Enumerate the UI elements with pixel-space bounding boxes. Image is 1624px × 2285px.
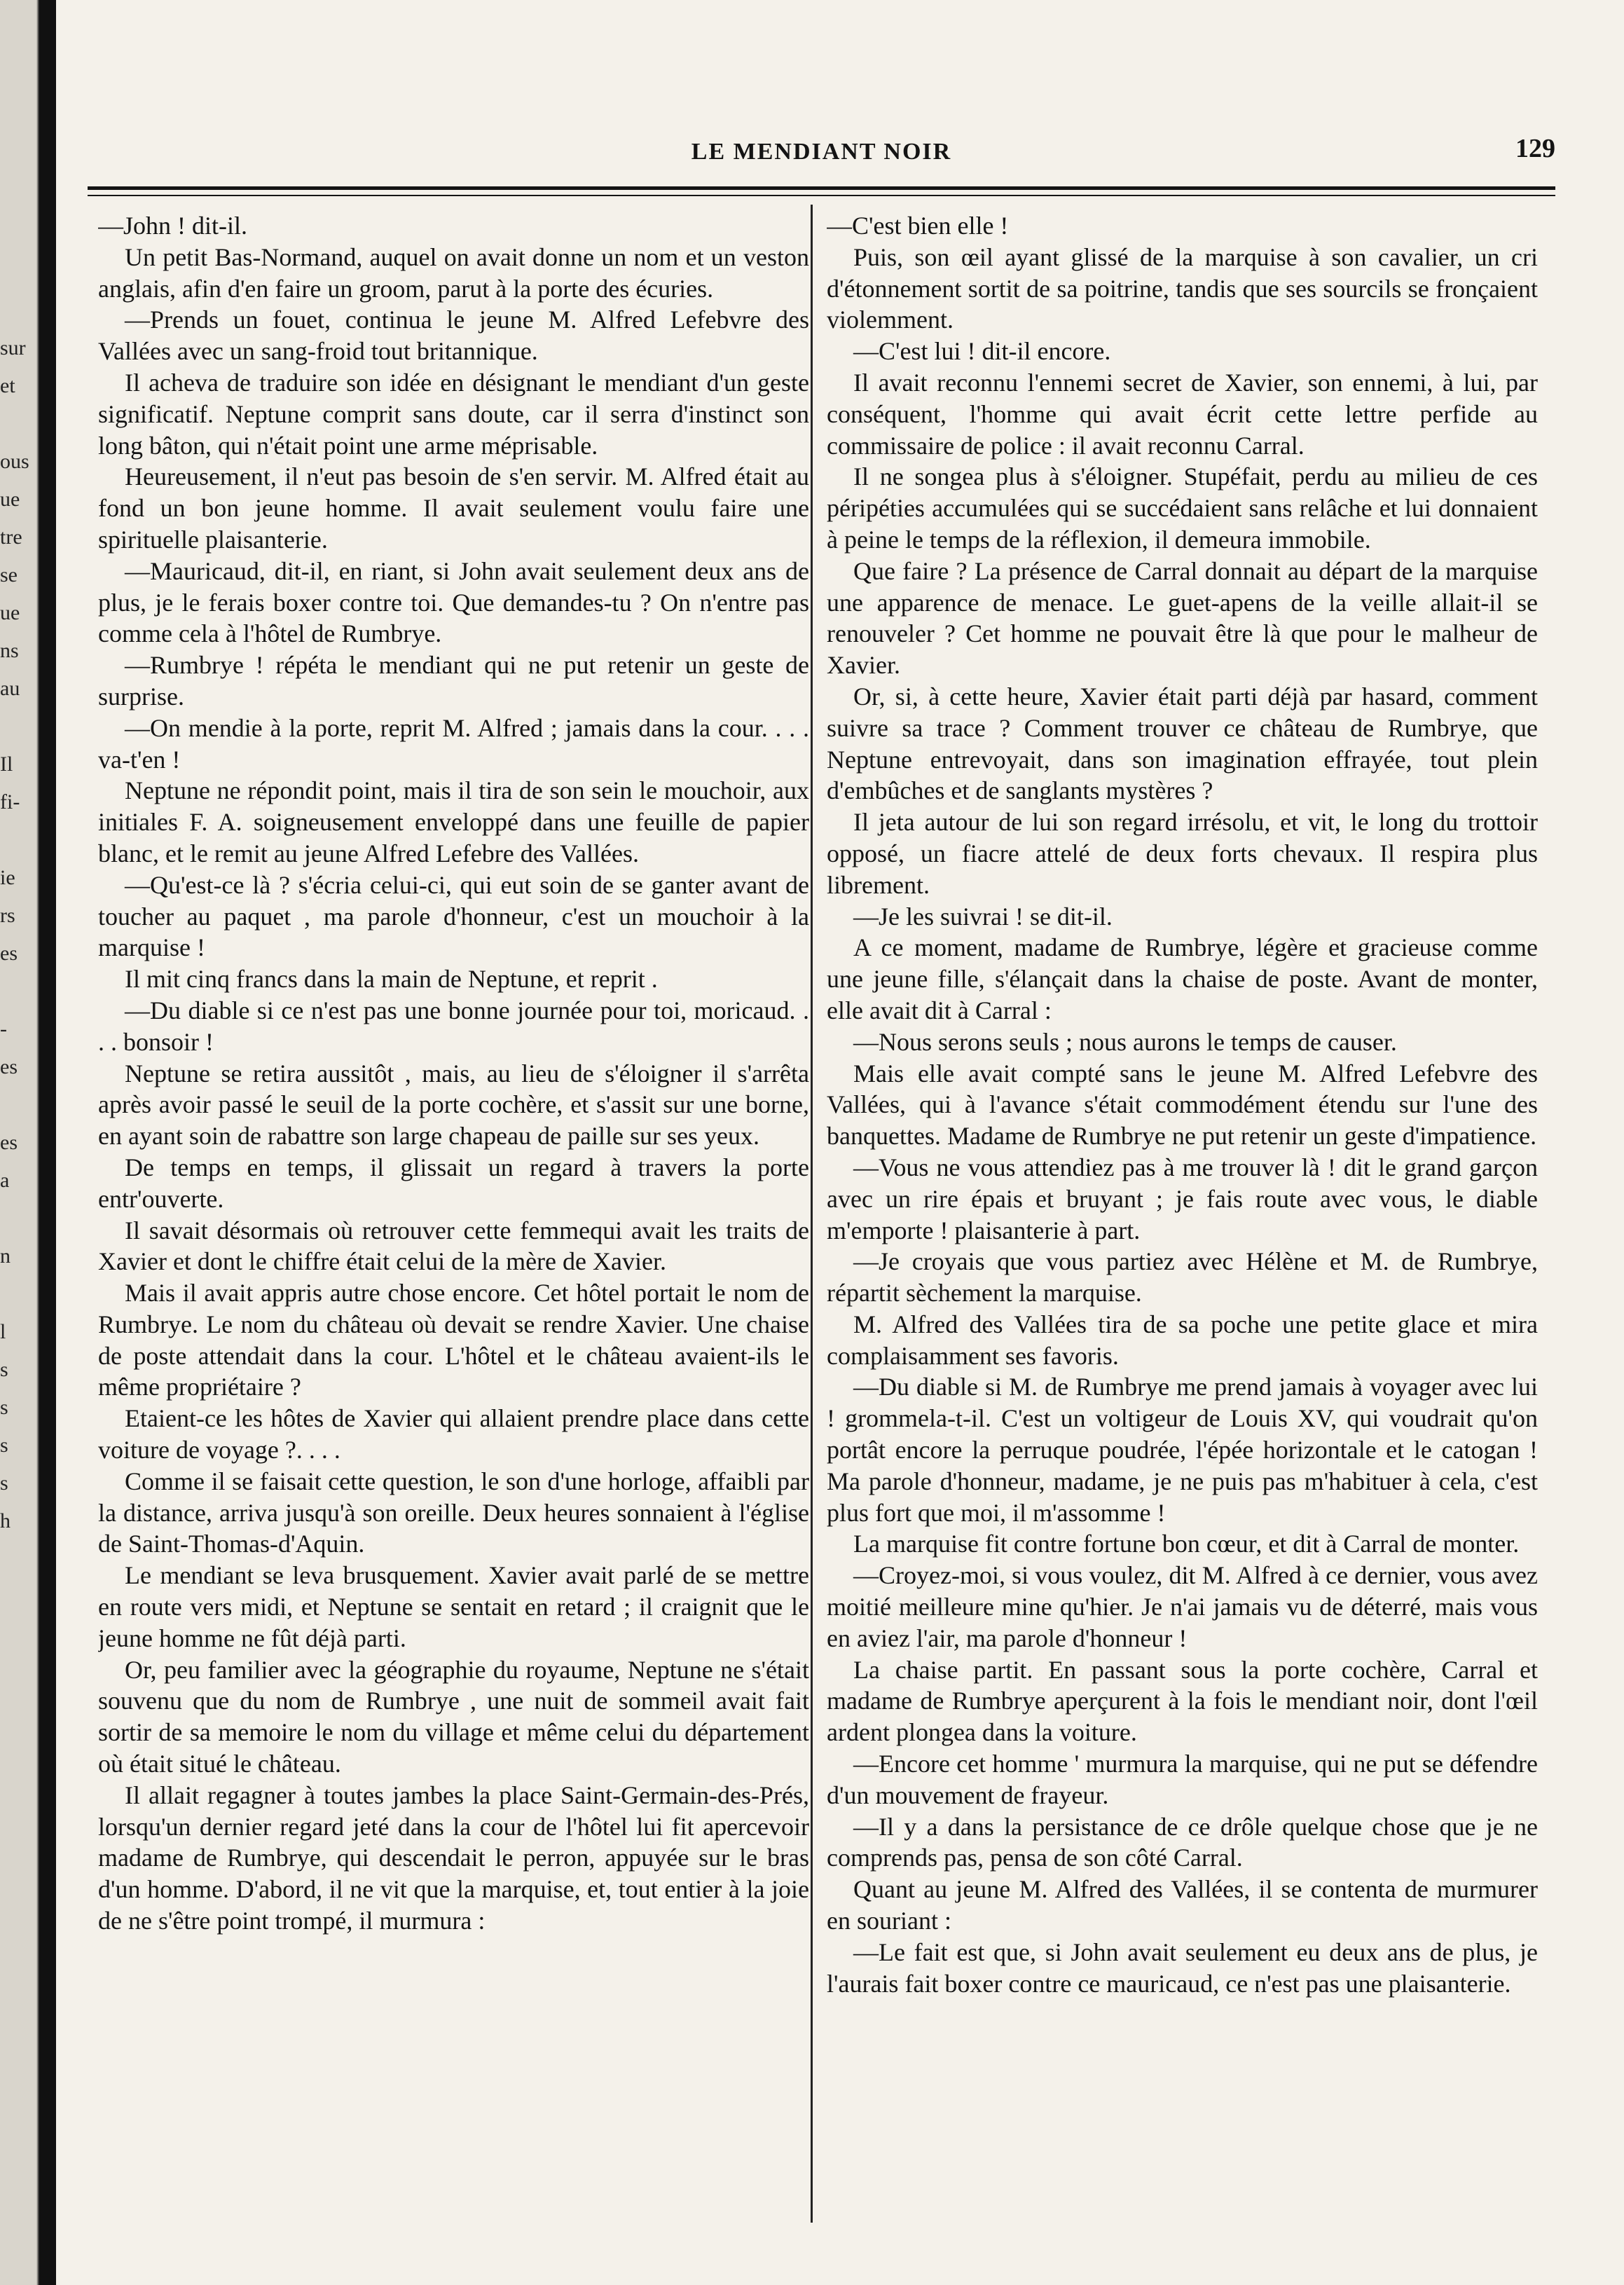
margin-fragment: et — [0, 374, 15, 397]
margin-fragment: a — [0, 1169, 10, 1192]
paragraph: Il ne songea plus à s'éloigner. Stupéfait, perdu au milieu de ces péripéties accumulées qui se succédaient sans relâche et lui donnaient à peine le temps de la réflexion, il demeura immobile. — [827, 462, 1538, 554]
paragraph: Il allait regagner à toutes jambes la place Saint-Germain-des-Prés, lorsqu'un dernier regard jeté dans la cour de l'hôtel lui fit apercevoir madame de Rumbrye, qui descendait le perron, appuyée sur le bras d'un homme. D'abord, il ne vit que la marquise, et, tout entier à la joie de ne s'être point trompé, il murmura : — [98, 1780, 809, 1935]
previous-page-margin — [0, 329, 36, 1540]
paragraph: —Le fait est que, si John avait seulement eu deux ans de plus, je l'aurais fait boxer contre ce mauricaud, ce n'est pas une plaisanterie. — [827, 1937, 1538, 1998]
margin-fragment: ue — [0, 488, 20, 511]
paragraph: Il mit cinq francs dans la main de Neptune, et reprit . — [125, 965, 658, 994]
margin-fragment: tre — [0, 526, 22, 549]
margin-fragment: es — [0, 1131, 18, 1154]
left-column — [98, 210, 809, 2228]
right-column — [827, 210, 1538, 2228]
paragraph: Comme il se faisait cette question, le son d'une horloge, affaibli par la distance, arriva jusqu'à son oreille. Deux heures sonnaient à l'église de Saint-Thomas-d'Aquin. — [98, 1467, 809, 1558]
margin-fragment — [0, 821, 36, 859]
paragraph: Neptune se retira aussitôt , mais, au lieu de s'éloigner il s'arrêta après avoir passé le seuil de la porte cochère, et s'assit sur une borne, en ayant soin de rabattre son large chapeau de paille sur ses yeux. — [98, 1059, 809, 1151]
paragraph: Or, si, à cette heure, Xavier était parti déjà par hasard, comment suivre sa trace ? Comment trouver ce château de Rumbrye, que Neptune entrevoyait, dans son imagination effrayée, tout plein d'embûches et de sanglants mystères ? — [827, 682, 1538, 805]
paragraph: Puis, son œil ayant glissé de la marquise à son cavalier, un cri d'étonnement sortit de sa poitrine, tandis que ses sourcils se fronçaient violemment. — [827, 242, 1538, 334]
paragraph: Il savait désormais où retrouver cette femmequi avait les traits de Xavier et dont le chiffre était celui de la mère de Xavier. — [98, 1216, 809, 1276]
paragraph: —C'est bien elle ! — [827, 212, 1009, 240]
paragraph: —Encore cet homme ' murmura la marquise, qui ne put se défendre d'un mouvement de frayeur. — [827, 1750, 1538, 1809]
margin-fragment — [0, 973, 36, 1010]
paragraph: Il acheva de traduire son idée en désignant le mendiant d'un geste significatif. Neptune comprit sans doute, car il serra d'instinct son long bâton, qui n'était point une arme méprisable. — [98, 368, 809, 460]
margin-fragment: h — [0, 1509, 11, 1532]
margin-fragment: s — [0, 1471, 8, 1495]
paragraph: —Nous serons seuls ; nous aurons le temps de causer. — [853, 1027, 1397, 1056]
paragraph: —Rumbrye ! répéta le mendiant qui ne put retenir un geste de surprise. — [98, 651, 809, 711]
paragraph: —Prends un fouet, continua le jeune M. Alfred Lefebvre des Vallées avec un sang-froid tout britannique. — [98, 306, 809, 366]
paragraph: Il avait reconnu l'ennemi secret de Xavier, son ennemi, à lui, par conséquent, l'homme qui avait écrit cette lettre perfide au commissaire de police : il avait reconnu Carral. — [827, 368, 1538, 460]
paragraph: La marquise fit contre fortune bon cœur, et dit à Carral de monter. — [853, 1530, 1520, 1558]
margin-fragment: ns — [0, 639, 19, 662]
margin-fragment — [0, 1275, 36, 1313]
paragraph: Un petit Bas-Normand, auquel on avait donne un nom et un veston anglais, afin d'en faire un groom, parut à la porte des écuries. — [98, 242, 809, 303]
paragraph: —Il y a dans la persistance de ce drôle quelque chose que je ne comprends pas, pensa de son côté Carral. — [827, 1812, 1538, 1872]
margin-fragment: ie — [0, 866, 15, 889]
margin-fragment: n — [0, 1244, 11, 1268]
margin-fragment: ous — [0, 450, 29, 473]
paragraph: Neptune ne répondit point, mais il tira de son sein le mouchoir, aux initiales F. A. soigneusement enveloppé dans une feuille de papier blanc, et le remit au jeune Alfred Lefebre des Vallées. — [98, 776, 809, 867]
paragraph: —Du diable si ce n'est pas une bonne journée pour toi, moricaud. . . . bonsoir ! — [98, 996, 809, 1056]
margin-fragment — [0, 1200, 36, 1237]
paragraph: Mais il avait appris autre chose encore. Cet hôtel portait le nom de Rumbrye. Le nom du château où devait se rendre Xavier. Une chaise de poste attendait dans la cour. L'hôtel et le château avaient-ils le même propriétaire ? — [98, 1279, 809, 1401]
margin-fragment: s — [0, 1358, 8, 1381]
paragraph: —Je croyais que vous partiez avec Hélène et M. de Rumbrye, répartit sèchement la marquise. — [827, 1247, 1538, 1308]
paragraph: —John ! dit-il. — [98, 212, 247, 240]
paragraph: M. Alfred des Vallées tira de sa poche une petite glace et mira complaisamment ses favoris. — [827, 1310, 1538, 1370]
margin-fragment — [0, 405, 36, 443]
paragraph: —On mendie à la porte, reprit M. Alfred ; jamais dans la cour. . . . va-t'en ! — [98, 713, 809, 774]
margin-fragment — [0, 708, 36, 746]
margin-fragment: l — [0, 1320, 6, 1343]
paragraph: —C'est lui ! dit-il encore. — [853, 337, 1111, 366]
margin-fragment: fi- — [0, 790, 20, 814]
paragraph: —Croyez-moi, si vous voulez, dit M. Alfred à ce dernier, vous avez moitié meilleure mine qu'hier. Je n'ai jamais vu de déterré, mais vous en aviez l'air, ma parole d'honneur ! — [827, 1561, 1538, 1652]
paragraph: Etaient-ce les hôtes de Xavier qui allaient prendre place dans cette voiture de voyage ?. . . . — [98, 1404, 809, 1464]
margin-fragment: ue — [0, 601, 20, 624]
column-separator — [811, 205, 813, 2223]
margin-fragment: es — [0, 1055, 18, 1078]
header-rule-thick — [88, 186, 1555, 190]
margin-fragment: sur — [0, 336, 26, 359]
paragraph: —Qu'est-ce là ? s'écria celui-ci, qui eut soin de se ganter avant de toucher au paquet , ma parole d'honneur, c'est un mouchoir à la marquise ! — [98, 870, 809, 962]
paragraph: Que faire ? La présence de Carral donnait au départ de la marquise une apparence de menace. Le guet-apens de la veille allait-il se renouveler ? Cet homme ne pouvait être là que pour le malheur de Xavier. — [827, 556, 1538, 680]
paragraph: A ce moment, madame de Rumbrye, légère et gracieuse comme une jeune fille, s'élançait dans la chaise de poste. Avant de monter, elle avait dit à Carral : — [827, 933, 1538, 1024]
margin-fragment: - — [0, 1017, 7, 1041]
paragraph: Le mendiant se leva brusquement. Xavier avait parlé de se mettre en route vers midi, et Neptune se sentait en retard ; il craignit que le jeune homme ne fût déjà parti. — [98, 1561, 809, 1652]
margin-fragment: s — [0, 1434, 8, 1457]
margin-fragment: Il — [0, 753, 13, 776]
paragraph: Or, peu familier avec la géographie du royaume, Neptune ne s'était souvenu que du nom de Rumbrye , une nuit de sommeil avait fait sortir de sa memoire le nom du village et même celui du département où était situé le château. — [98, 1655, 809, 1778]
page-header — [88, 133, 1555, 175]
header-rule-thin — [88, 195, 1555, 196]
margin-fragment: rs — [0, 904, 15, 927]
paragraph: Mais elle avait compté sans le jeune M. Alfred Lefebvre des Vallées, qui à l'avance s'était commodément étendu sur l'une des banquettes. Madame de Rumbrye ne put retenir un geste d'impatience. — [827, 1059, 1538, 1151]
paragraph: La chaise partit. En passant sous la porte cochère, Carral et madame de Rumbrye aperçurent à la fois le mendiant noir, dont l'œil ardent plongea dans la voiture. — [827, 1655, 1538, 1747]
paragraph: Heureusement, il n'eut pas besoin de s'en servir. M. Alfred était au fond un bon jeune homme. Il avait seulement voulu faire une spirituelle plaisanterie. — [98, 462, 809, 554]
paragraph: —Je les suivrai ! se dit-il. — [853, 902, 1113, 931]
page-number: 129 — [1515, 134, 1555, 163]
paragraph: —Du diable si M. de Rumbrye me prend jamais à voyager avec lui ! grommela-t-il. C'est un voltigeur de Louis XV, qui voudrait qu'on portât encore la perruque poudrée, l'épée horizontale et le catogan ! Ma parole d'honneur, madame, je ne puis pas m'habituer à cela, c'est plus fort que moi, il m'assomme ! — [827, 1373, 1538, 1527]
margin-fragment — [0, 1086, 36, 1124]
margin-fragment: s — [0, 1396, 8, 1419]
margin-fragment: se — [0, 563, 18, 586]
paragraph: De temps en temps, il glissait un regard à travers la porte entr'ouverte. — [98, 1153, 809, 1213]
margin-fragment: es — [0, 942, 18, 965]
paragraph: —Vous ne vous attendiez pas à me trouver là ! dit le grand garçon avec un rire épais et bruyant ; je fais route avec vous, le diable m'emporte ! plaisanterie à part. — [827, 1153, 1538, 1244]
running-title: LE MENDIANT NOIR — [691, 139, 952, 165]
paragraph: —Mauricaud, dit-il, en riant, si John avait seulement deux ans de plus, je le ferais boxer contre toi. Que demandes-tu ? On n'entre pas comme cela à l'hôtel de Rumbrye. — [98, 556, 809, 648]
paragraph: Quant au jeune M. Alfred des Vallées, il se contenta de murmurer en souriant : — [827, 1875, 1538, 1935]
margin-fragment: au — [0, 677, 20, 700]
paragraph: Il jeta autour de lui son regard irrésolu, et vit, le long du trottoir opposé, un fiacre attelé de deux forts chevaux. Il respira plus librement. — [827, 808, 1538, 899]
